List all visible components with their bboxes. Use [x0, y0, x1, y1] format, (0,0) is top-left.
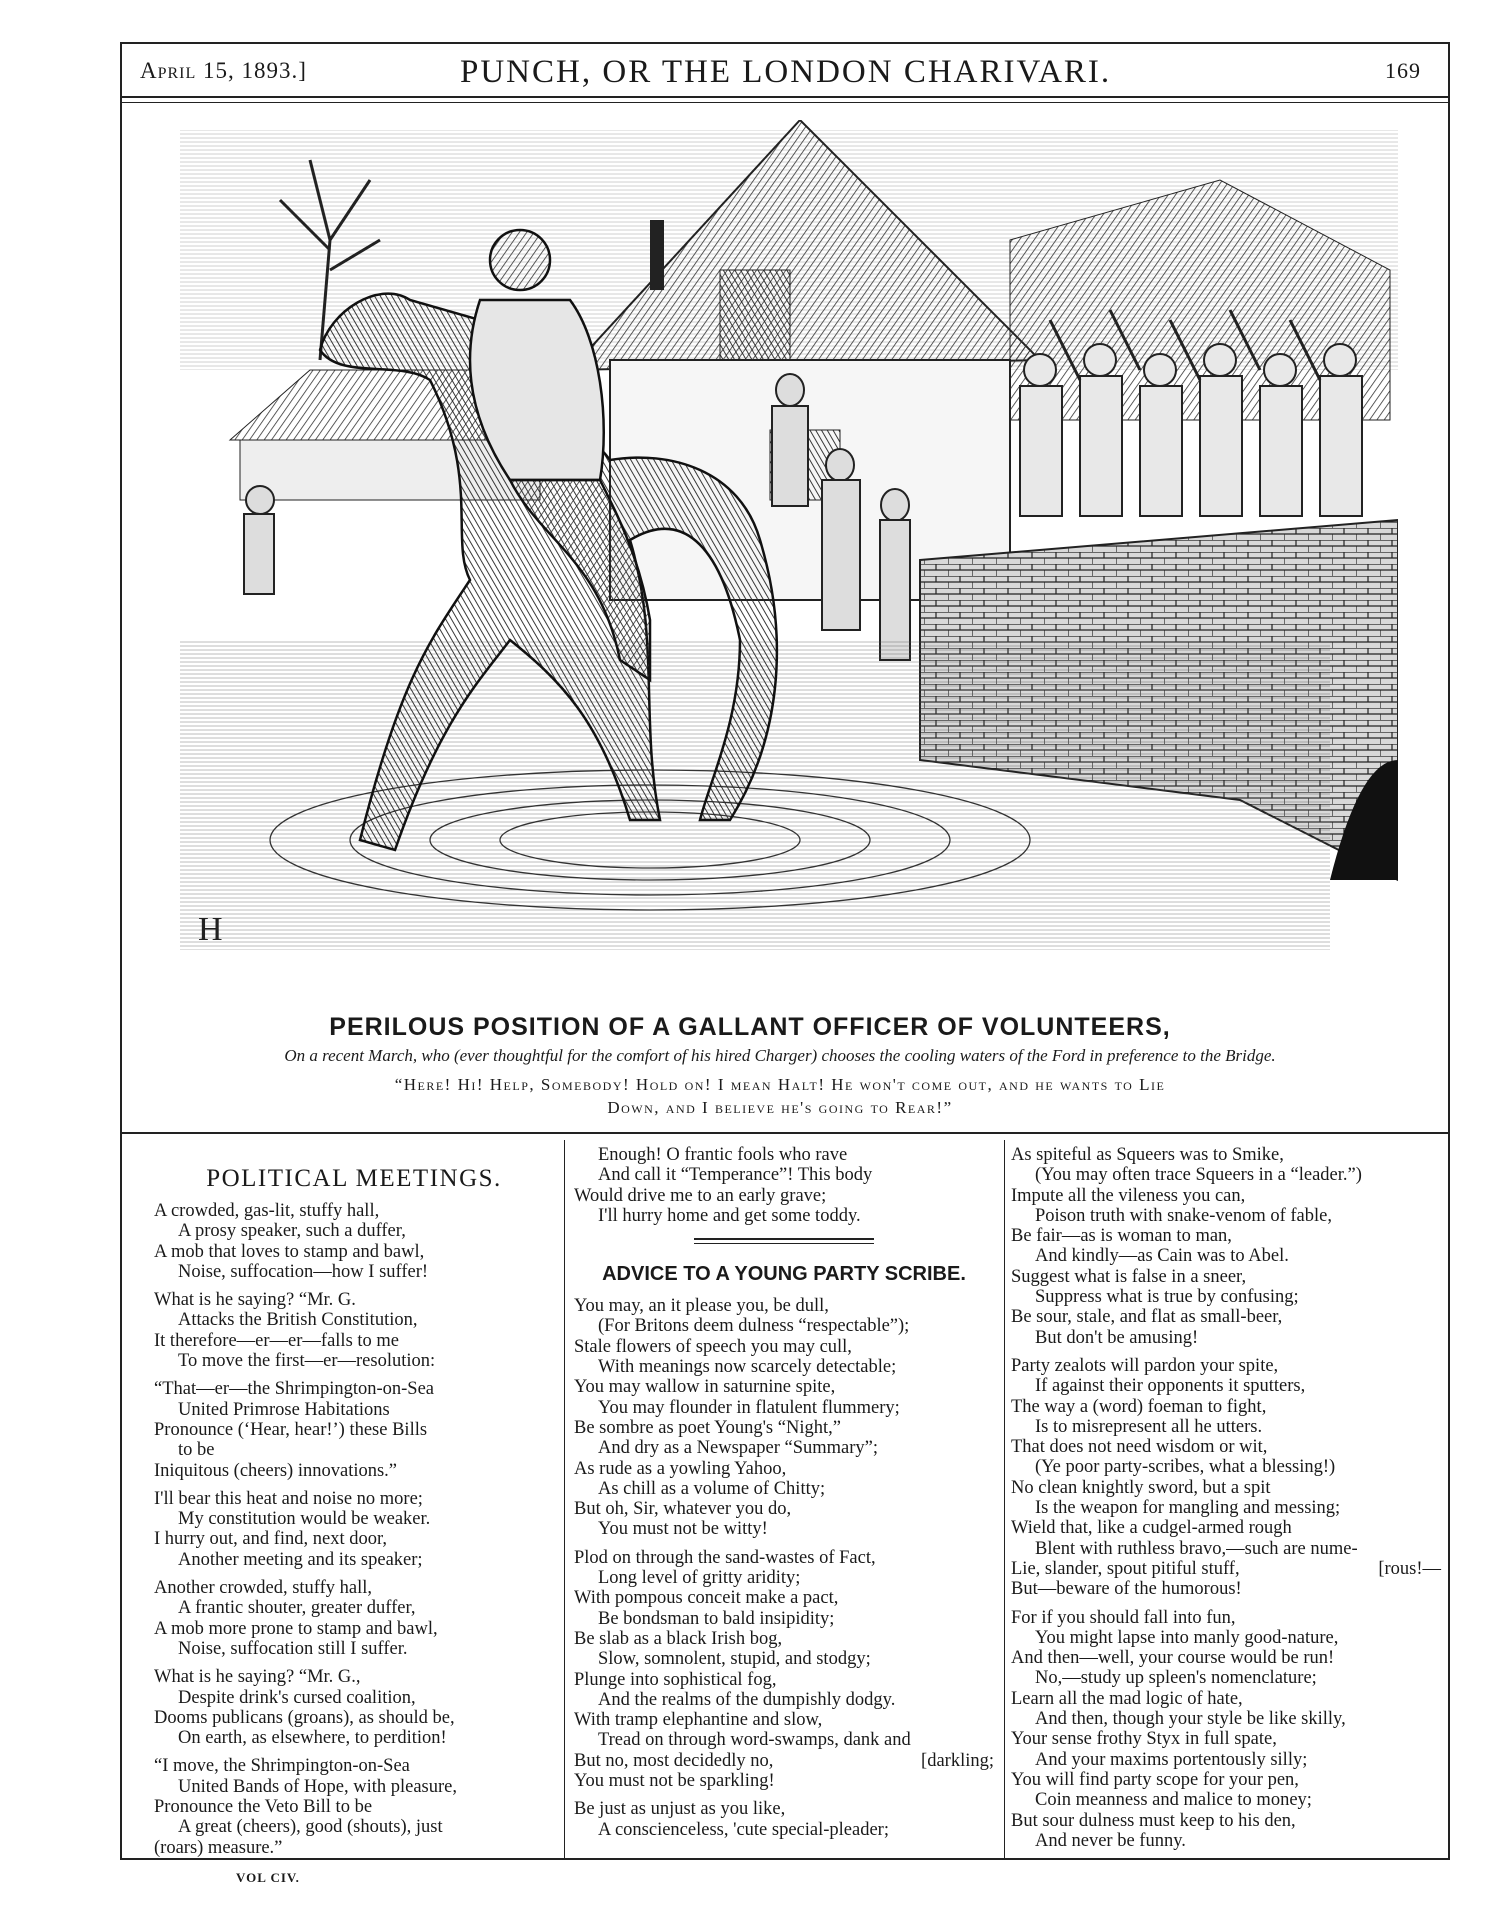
verse-line: United Primrose Habitations: [178, 1399, 390, 1420]
verse-line: Be just as unjust as you like,: [574, 1799, 786, 1820]
verse-line: Learn all the mad logic of hate,: [1011, 1688, 1243, 1709]
verse-line: Blent with ruthless bravo,—such are nume-: [1035, 1538, 1358, 1559]
right-border: [1448, 42, 1450, 1860]
stanza-gap: [154, 1858, 554, 1866]
verse-line: And dry as a Newspaper “Summary”;: [598, 1438, 878, 1459]
verse-line: Despite drink's cursed coalition,: [178, 1687, 416, 1708]
stanza-gap: [1011, 1348, 1441, 1356]
verse-line: Lie, slander, spout pitiful stuff, [rous!—: [1011, 1558, 1441, 1579]
left-border: [120, 42, 122, 1860]
verse-line: Impute all the vileness you can,: [1011, 1185, 1246, 1206]
poem-body: [154, 1201, 554, 1866]
top-border: [120, 42, 1450, 44]
verse-line: You may wallow in saturnine spite,: [574, 1377, 836, 1398]
verse-line: You may, an it please you, be dull,: [574, 1296, 829, 1317]
verse-line: What is he saying? “Mr. G.,: [154, 1667, 361, 1688]
verse-line: Enough! O frantic fools who rave: [598, 1145, 848, 1165]
verse-line: Poison truth with snake-venom of fable,: [1035, 1205, 1332, 1226]
verse-line: A prosy speaker, such a duffer,: [178, 1221, 406, 1242]
verse-line: Pronounce (‘Hear, hear!’) these Bills: [154, 1419, 428, 1440]
verse-line: No clean knightly sword, but a spit: [1011, 1477, 1271, 1498]
verse-line: A mob that loves to stamp and bawl,: [154, 1241, 425, 1262]
verse-line: If against their opponents it sputters,: [1035, 1376, 1306, 1397]
verse-line: (roars) measure.”: [154, 1837, 283, 1858]
verse-line: As chill as a volume of Chitty;: [598, 1478, 826, 1499]
verse-line: Noise, suffocation—how I suffer!: [178, 1261, 429, 1282]
verse-line: No,—study up spleen's nomenclature;: [1035, 1668, 1317, 1689]
volume-label: VOL CIV.: [236, 1870, 300, 1885]
verse-line: Noise, suffocation still I suffer.: [178, 1638, 408, 1659]
verse-line: Plod on through the sand-wastes of Fact,: [574, 1547, 876, 1568]
verse-line: It therefore—er—er—falls to me: [154, 1330, 400, 1351]
verse-line: With pompous conceit make a pact,: [574, 1588, 839, 1609]
verse-line: I hurry out, and find, next door,: [154, 1529, 388, 1550]
verse-line: With meanings now scarcely detectable;: [598, 1357, 897, 1378]
verse-line: For if you should fall into fun,: [1011, 1607, 1236, 1628]
stanza-gap: [154, 1371, 554, 1379]
verse-line: I'll bear this heat and noise no more;: [154, 1488, 423, 1509]
verse-line: But oh, Sir, whatever you do,: [574, 1499, 792, 1520]
verse-line: Suppress what is true by confusing;: [1035, 1287, 1299, 1308]
verse-line: A conscienceless, 'cute special-pleader;: [598, 1819, 889, 1840]
stanza-gap: [154, 1748, 554, 1756]
verse-line: Pronounce the Veto Bill to be: [154, 1797, 373, 1818]
verse-line: You might lapse into manly good-nature,: [1035, 1627, 1339, 1648]
verse-line: Another meeting and its speaker;: [178, 1549, 423, 1570]
caption-rule: [120, 1132, 1450, 1134]
verse-line: Slow, somnolent, stupid, and stodgy;: [598, 1649, 871, 1670]
artist-monogram: H: [198, 911, 223, 948]
verse-line: A frantic shouter, greater duffer,: [178, 1598, 416, 1619]
verse-line: “I move, the Shrimpington-on-Sea: [154, 1756, 410, 1777]
verse-line: You must not be sparkling!: [574, 1771, 775, 1792]
column-1: [154, 1145, 554, 1866]
section-separator: [694, 1238, 874, 1244]
header-rule: [120, 96, 1450, 98]
verse-turnover: [rous!—: [1378, 1558, 1441, 1579]
verse-line: But—beware of the humorous!: [1011, 1579, 1242, 1600]
verse-line: And then—well, your course would be run!: [1011, 1648, 1335, 1669]
poem-continued: [574, 1145, 994, 1226]
verse-line: Tread on through word-swamps, dank and: [598, 1730, 911, 1751]
publication-title: PUNCH, OR THE LONDON CHARIVARI.: [460, 54, 1112, 90]
verse-line: I'll hurry home and get some toddy.: [598, 1205, 861, 1226]
stanza-gap: [1011, 1600, 1441, 1608]
stanza-gap: [154, 1570, 554, 1578]
engraving-illustration: [180, 120, 1398, 990]
verse-line: Plunge into sophistical fog,: [574, 1669, 777, 1690]
cartoon-subtitle: On a recent March, who (ever thoughtful for the comfort of his hired Charger) chooses the cooling waters of the Ford in preference to the Bridge.: [284, 1046, 1276, 1065]
column-3: [1011, 1145, 1441, 1859]
verse-line: As spiteful as Squeers was to Smike,: [1011, 1145, 1284, 1165]
verse-line: And your maxims portentously silly;: [1035, 1749, 1308, 1770]
verse-line: Be sour, stale, and flat as small-beer,: [1011, 1307, 1283, 1328]
stanza-gap: [574, 1840, 994, 1848]
verse-line: You must not be witty!: [598, 1519, 768, 1540]
verse-line: Be sombre as poet Young's “Night,”: [574, 1417, 841, 1438]
page-number: 169: [1385, 58, 1421, 83]
poem-title-advice: ADVICE TO A YOUNG PARTY SCRIBE.: [602, 1263, 966, 1286]
verse-line: To move the first—er—resolution:: [178, 1351, 436, 1372]
verse-line: (You may often trace Squeers in a “leader.”): [1035, 1165, 1362, 1186]
column-divider-2: [1004, 1140, 1005, 1858]
verse-line: (Ye poor party-scribes, what a blessing!): [1035, 1457, 1336, 1478]
column-divider-1: [564, 1140, 565, 1858]
verse-line: What is he saying? “Mr. G.: [154, 1290, 356, 1311]
verse-line: And never be funny.: [1035, 1830, 1186, 1851]
verse-line: “That—er—the Shrimpington-on-Sea: [154, 1379, 435, 1400]
verse-line: That does not need wisdom or wit,: [1011, 1437, 1268, 1458]
verse-line: Attacks the British Constitution,: [178, 1310, 418, 1331]
issue-date: April 15, 1893.]: [140, 58, 307, 83]
stanza-gap: [1011, 1851, 1441, 1859]
verse-line: And call it “Temperance”! This body: [598, 1165, 873, 1186]
column-2: [574, 1145, 994, 1848]
verse-line: But no, most decidedly no, [darkling;: [574, 1750, 994, 1771]
verse-line: Suggest what is false in a sneer,: [1011, 1266, 1247, 1287]
stanza-gap: [574, 1791, 994, 1799]
verse-line: The way a (word) foeman to fight,: [1011, 1396, 1267, 1417]
verse-line: Long level of gritty aridity;: [598, 1568, 801, 1589]
verse-line: to be: [178, 1440, 215, 1461]
stanza-gap: [154, 1659, 554, 1667]
verse-line: But sour dulness must keep to his den,: [1011, 1810, 1296, 1831]
poem-body: [574, 1296, 994, 1848]
cartoon-title: PERILOUS POSITION OF A GALLANT OFFICER OF VOLUNTEERS,: [329, 1013, 1171, 1041]
verse-line: My constitution would be weaker.: [178, 1509, 431, 1530]
verse-line: And kindly—as Cain was to Abel.: [1035, 1246, 1289, 1267]
verse-line: Iniquitous (cheers) innovations.”: [154, 1460, 398, 1481]
verse-line: But don't be amusing!: [1035, 1327, 1199, 1348]
poem-title-political-meetings: POLITICAL MEETINGS.: [206, 1165, 502, 1192]
verse-line: On earth, as elsewhere, to perdition!: [178, 1728, 447, 1749]
verse-line: Party zealots will pardon your spite,: [1011, 1355, 1279, 1376]
verse-line: (For Britons deem dulness “respectable”);: [598, 1316, 910, 1337]
verse-line: Dooms publicans (groans), as should be,: [154, 1707, 455, 1728]
cartoon-quote: [230, 1073, 1330, 1119]
verse-line: Is the weapon for mangling and messing;: [1035, 1498, 1341, 1519]
verse-line: Stale flowers of speech you may cull,: [574, 1336, 852, 1357]
verse-line: Be bondsman to bald insipidity;: [598, 1608, 835, 1629]
stanza-gap: [154, 1282, 554, 1290]
verse-line: Would drive me to an early grave;: [574, 1185, 827, 1206]
verse-line: A crowded, gas-lit, stuffy hall,: [154, 1201, 380, 1221]
verse-line: And the realms of the dumpishly dodgy.: [598, 1689, 896, 1710]
verse-line: A great (cheers), good (shouts), just: [178, 1817, 443, 1838]
verse-line: Your sense frothy Styx in full spate,: [1011, 1729, 1277, 1750]
stanza-gap: [574, 1540, 994, 1548]
verse-line: Another crowded, stuffy hall,: [154, 1578, 373, 1599]
verse-line: A mob more prone to stamp and bawl,: [154, 1618, 438, 1639]
verse-line: You will find party scope for your pen,: [1011, 1769, 1299, 1790]
verse-line: And then, though your style be like skilly,: [1035, 1709, 1346, 1730]
poem-body: [1011, 1145, 1441, 1859]
stanza-gap: [154, 1481, 554, 1489]
verse-turnover: [darkling;: [921, 1750, 994, 1771]
verse-line: United Bands of Hope, with pleasure,: [178, 1776, 457, 1797]
header-rule-thin: [120, 102, 1450, 103]
verse-line: With tramp elephantine and slow,: [574, 1710, 823, 1731]
verse-line: You may flounder in flatulent flummery;: [598, 1397, 900, 1418]
verse-line: Be slab as a black Irish bog,: [574, 1628, 783, 1649]
cartoon-quote-line: “Here! Hi! Help, Somebody! Hold on! I mean Halt! He won't come out, and he wants to Lie: [394, 1075, 1166, 1094]
cartoon-quote-line: Down, and I believe he's going to Rear!”: [607, 1098, 953, 1117]
verse-line: Coin meanness and malice to money;: [1035, 1790, 1312, 1811]
verse-line: As rude as a yowling Yahoo,: [574, 1458, 787, 1479]
verse-line: Wield that, like a cudgel-armed rough: [1011, 1518, 1292, 1539]
verse-line: Is to misrepresent all he utters.: [1035, 1416, 1263, 1437]
verse-line: Be fair—as is woman to man,: [1011, 1226, 1232, 1247]
